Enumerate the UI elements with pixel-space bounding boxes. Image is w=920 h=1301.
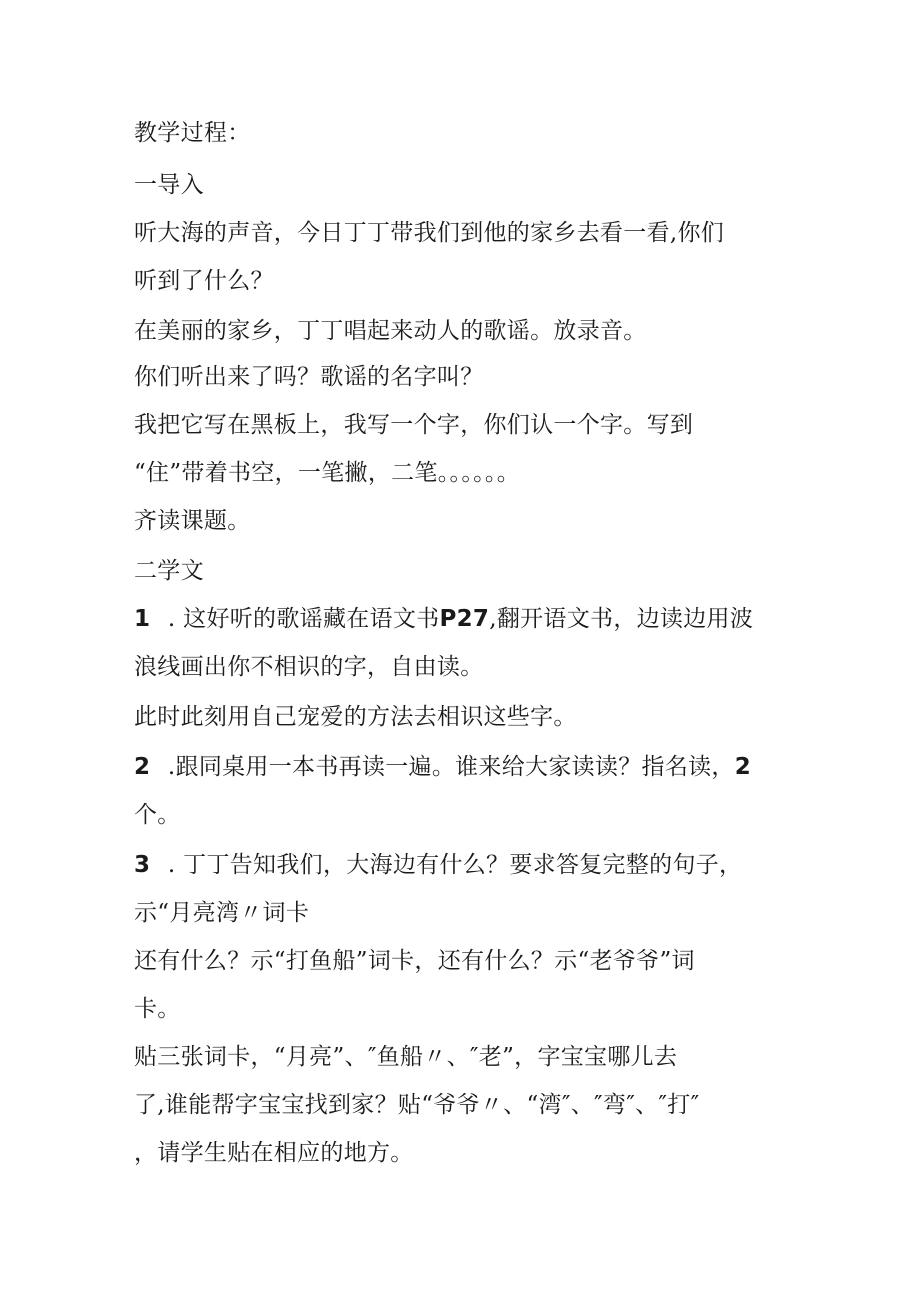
list-number: 1: [134, 606, 151, 632]
list-item-text: . 丁丁告知我们，大海边有什么？要求答复完整的句子，: [160, 852, 743, 878]
list-item-text: ,翻开语文书，边读边用波: [489, 606, 754, 632]
list-item-1-continuation: 浪线画出你不相识的字，自由读。: [134, 654, 484, 680]
section-heading-study: 二学文: [134, 558, 204, 584]
section-heading-intro: 一导入: [134, 172, 204, 198]
paragraph-line: 我把它写在黑板上，我写一个字，你们认一个字。写到: [134, 412, 694, 438]
paragraph-line: “住”带着书空，一笔撇，二笔。。。。。。: [134, 460, 521, 486]
paragraph-line: 听到了什么？: [134, 268, 274, 294]
list-item-2: [134, 752, 751, 782]
paragraph-line: 了,谁能帮字宝宝找到家？贴“爷爷〃、“湾″、″弯″、″打″: [134, 1092, 700, 1118]
paragraph-line: ，请学生贴在相应的地方。: [134, 1140, 414, 1166]
list-item-3: [134, 850, 742, 880]
list-item-text: . 这好听的歌谣藏在语文书: [160, 606, 440, 632]
paragraph-line: 此时此刻用自己宠爱的方法去相识这些字。: [134, 704, 577, 730]
paragraph-line: 还有什么？示“打鱼船”词卡，还有什么？示“老爷爷”词: [134, 948, 695, 974]
list-item-text: .跟同桌用一本书再读一遍。谁来给大家读读？指名读，: [160, 754, 735, 780]
paragraph-line: 你们听出来了吗？歌谣的名字叫？: [134, 364, 484, 390]
paragraph-line: 卡。: [134, 996, 181, 1022]
list-number: 2: [134, 754, 151, 780]
list-item-2-continuation: 个。: [134, 802, 181, 828]
paragraph-line: 在美丽的家乡，丁丁唱起来动人的歌谣。放录音。: [134, 318, 647, 344]
paragraph-line: 贴三张词卡，“月亮”、″鱼船〃、″老”，字宝宝哪儿去: [134, 1044, 678, 1070]
list-item-1: [134, 604, 753, 634]
page-reference: P27: [439, 606, 490, 632]
heading-teaching-process: 教学过程：: [134, 120, 251, 146]
list-number: 3: [134, 852, 151, 878]
paragraph-line: 听大海的声音，今日丁丁带我们到他的家乡去看一看,你们: [134, 220, 725, 246]
paragraph-line: 齐读课题。: [134, 508, 251, 534]
count-number: 2: [734, 754, 752, 780]
list-item-3-continuation: 示“月亮湾〃词卡: [134, 900, 310, 926]
